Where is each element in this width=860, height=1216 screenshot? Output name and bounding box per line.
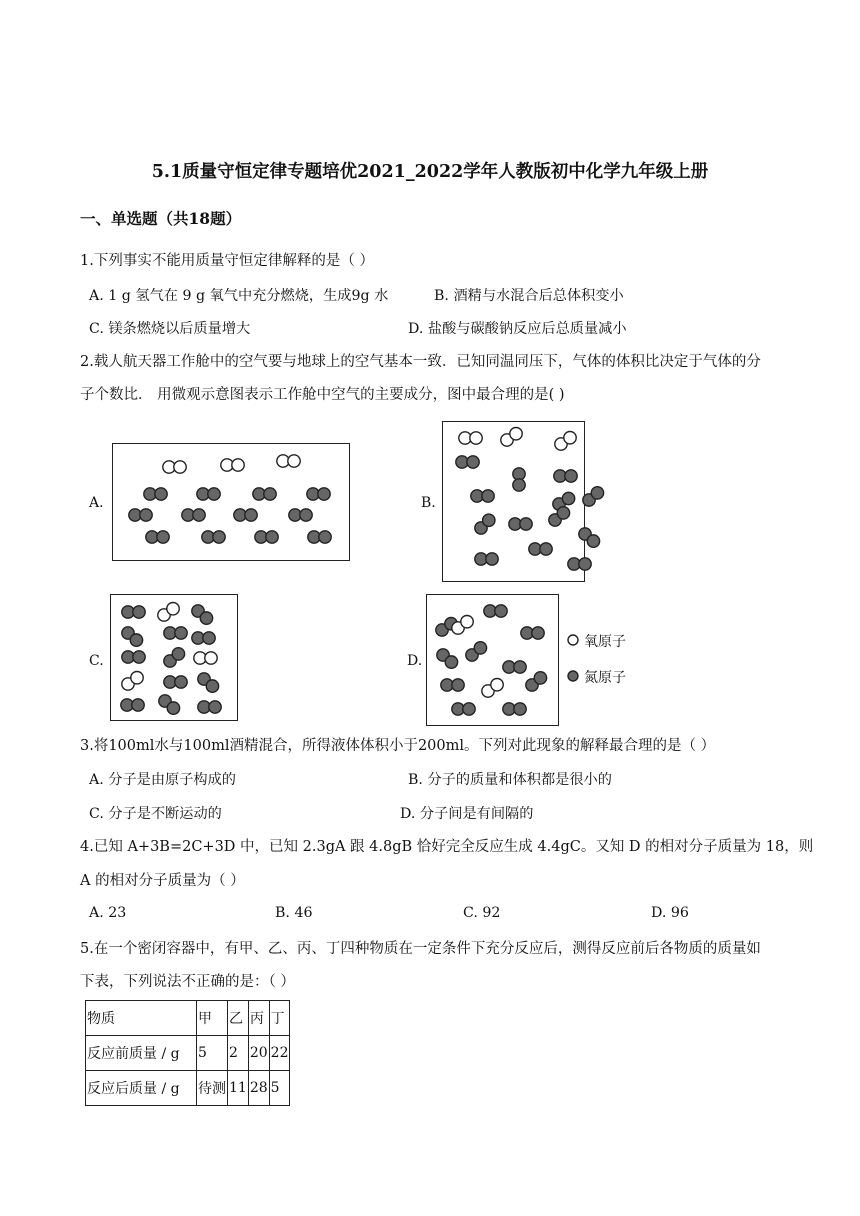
q1-option-b: B. 酒精与水混合后总体积变小 [434, 288, 624, 304]
q3-stem: 3.将100ml水与100ml酒精混合，所得液体体积小于200ml。下列对此现象的解释最合理的是（ ） [80, 738, 716, 754]
oxygen-atom [131, 671, 143, 683]
nitrogen-molecule [526, 672, 547, 691]
nitrogen-atom [155, 488, 167, 500]
nitrogen-molecule [471, 490, 494, 502]
legend-oxygen-label: 氧原子 [584, 634, 626, 650]
nitrogen-atom [264, 488, 276, 500]
nitrogen-atom [579, 558, 591, 570]
nitrogen-atom [565, 470, 577, 482]
q2-diagram-b [442, 421, 585, 582]
nitrogen-atom-legend-icon [566, 669, 582, 685]
nitrogen-molecule [164, 627, 187, 639]
nitrogen-molecule [475, 553, 498, 565]
nitrogen-molecule [146, 531, 169, 543]
nitrogen-atom [557, 507, 569, 519]
nitrogen-atom [532, 627, 544, 639]
nitrogen-molecule [144, 488, 167, 500]
oxygen-molecule [194, 652, 217, 664]
nitrogen-molecule [122, 651, 145, 663]
oxygen-molecule [163, 461, 186, 473]
nitrogen-atom [319, 531, 331, 543]
oxygen-atom [461, 615, 473, 627]
table-header-cell: 物质 [86, 1001, 197, 1036]
nitrogen-molecule [509, 518, 532, 530]
nitrogen-atom [540, 543, 552, 555]
table-cell: 5 [269, 1071, 290, 1106]
nitrogen-atom [534, 672, 546, 684]
nitrogen-molecule [521, 627, 544, 639]
nitrogen-atom [467, 456, 479, 468]
q1-option-d: D. 盐酸与碳酸钠反应后总质量减小 [408, 321, 627, 337]
table-cell: 11 [228, 1071, 249, 1106]
nitrogen-atom [193, 509, 205, 521]
q3-option-a: A. 分子是由原子构成的 [89, 772, 236, 788]
nitrogen-molecule [121, 699, 144, 711]
q2-label-a: A. [89, 495, 104, 511]
oxygen-atom [205, 652, 217, 664]
q3-option-b: B. 分子的质量和体积都是很小的 [408, 772, 612, 788]
q5-stem-line1: 5.在一个密闭容器中，有甲、乙、丙、丁四种物质在一定条件下充分反应后，测得反应前后各物质的质量如 [80, 941, 761, 957]
nitrogen-molecule [182, 509, 205, 521]
table-cell: 20 [248, 1036, 269, 1071]
q5-mass-table [85, 1000, 290, 1106]
oxygen-molecule [501, 427, 522, 446]
table-cell: 5 [197, 1036, 228, 1071]
nitrogen-molecule [484, 605, 507, 617]
q4-option-a: A. 23 [89, 905, 127, 921]
page-title: 5.1质量守恒定律专题培优2021_2022学年人教版初中化学九年级上册 [151, 162, 709, 182]
nitrogen-atom [514, 661, 526, 673]
q1-option-a: A. 1 g 氢气在 9 g 氧气中充分燃烧，生成9g 水 [89, 288, 389, 304]
nitrogen-molecule [122, 606, 145, 618]
nitrogen-atom [175, 676, 187, 688]
oxygen-molecule [459, 432, 482, 444]
table-cell: 待测 [197, 1071, 228, 1106]
nitrogen-atom [213, 531, 225, 543]
oxygen-atom-legend-icon [566, 633, 582, 649]
table-header-cell: 乙 [228, 1001, 249, 1036]
nitrogen-atom [591, 487, 603, 499]
oxygen-atom [167, 602, 179, 614]
nitrogen-atom [445, 656, 457, 668]
oxygen-atom [491, 678, 503, 690]
nitrogen-atom [482, 490, 494, 502]
nitrogen-atom [132, 699, 144, 711]
oxygen-atom [288, 455, 300, 467]
table-cell: 22 [269, 1036, 290, 1071]
nitrogen-molecule [164, 676, 187, 688]
nitrogen-molecule [289, 509, 312, 521]
molecule-diagram-c [111, 595, 237, 720]
section-heading: 一、单选题（共18题） [80, 209, 242, 228]
molecule-diagram-a [113, 444, 349, 560]
nitrogen-atom [452, 679, 464, 691]
q2-label-d: D. [407, 653, 423, 669]
nitrogen-molecule [554, 470, 577, 482]
nitrogen-molecule [549, 507, 570, 526]
nitrogen-molecule [308, 531, 331, 543]
table-cell: 反应前质量 / g [86, 1036, 197, 1071]
nitrogen-molecule [197, 488, 220, 500]
nitrogen-atom [474, 642, 486, 654]
q4-option-c: C. 92 [463, 905, 501, 921]
q4-stem-line1: 4.已知 A+3B=2C+3D 中，已知 2.3gA 跟 4.8gB 恰好完全反应生成 4.4gC。又知 D 的相对分子质量为 18，则 [80, 839, 814, 855]
table-header-cell: 丁 [269, 1001, 290, 1036]
nitrogen-atom [483, 514, 495, 526]
nitrogen-atom [300, 509, 312, 521]
nitrogen-atom [209, 701, 221, 713]
q2-label-c: C. [89, 653, 104, 669]
oxygen-atom [510, 427, 522, 439]
q2-diagram-d [426, 594, 559, 726]
oxygen-molecule [221, 459, 244, 471]
nitrogen-atom [495, 605, 507, 617]
q5-stem-line2: 下表，下列说法不正确的是：（ ） [80, 974, 295, 990]
nitrogen-atom [266, 531, 278, 543]
nitrogen-molecule [255, 531, 278, 543]
nitrogen-atom [562, 492, 574, 504]
nitrogen-atom [140, 509, 152, 521]
oxygen-molecule [482, 678, 503, 697]
q4-option-d: D. 96 [651, 905, 689, 921]
nitrogen-molecule [198, 673, 219, 692]
nitrogen-atom [245, 509, 257, 521]
table-cell: 2 [228, 1036, 249, 1071]
table-cell: 28 [248, 1071, 269, 1106]
table-header-row [86, 1001, 290, 1036]
nitrogen-atom [133, 606, 145, 618]
nitrogen-molecule [568, 558, 591, 570]
nitrogen-atom [157, 531, 169, 543]
nitrogen-atom [514, 703, 526, 715]
nitrogen-atom [208, 488, 220, 500]
q2-diagram-c [110, 594, 238, 721]
nitrogen-molecule [164, 648, 185, 667]
q2-stem-line2: 子个数比． 用微观示意图表示工作舱中空气的主要成分，图中最合理的是( ) [80, 387, 565, 403]
nitrogen-molecule [192, 605, 213, 624]
nitrogen-molecule [122, 627, 143, 646]
table-row [86, 1036, 290, 1071]
nitrogen-molecule [129, 509, 152, 521]
nitrogen-molecule [452, 703, 475, 715]
nitrogen-atom [200, 612, 212, 624]
nitrogen-molecule [192, 632, 215, 644]
nitrogen-molecule [202, 531, 225, 543]
nitrogen-atom [130, 634, 142, 646]
nitrogen-atom [133, 651, 145, 663]
q1-stem: 1.下列事实不能用质量守恒定律解释的是（ ） [80, 253, 374, 269]
nitrogen-molecule [579, 528, 600, 547]
nitrogen-molecule [529, 543, 552, 555]
nitrogen-molecule [441, 679, 464, 691]
nitrogen-atom [318, 488, 330, 500]
q1-option-c: C. 镁条燃烧以后质量增大 [89, 321, 251, 337]
nitrogen-atom [206, 680, 218, 692]
q3-option-d: D. 分子间是有间隔的 [400, 806, 534, 822]
oxygen-molecule [122, 671, 143, 690]
nitrogen-atom [463, 703, 475, 715]
nitrogen-molecule [583, 487, 604, 506]
oxygen-molecule [555, 431, 576, 450]
nitrogen-molecule [253, 488, 276, 500]
nitrogen-molecule [198, 701, 221, 713]
nitrogen-atom [520, 518, 532, 530]
oxygen-atom [470, 432, 482, 444]
nitrogen-atom [486, 553, 498, 565]
nitrogen-molecule [466, 642, 487, 661]
nitrogen-atom [513, 479, 525, 491]
molecule-diagram-d [427, 595, 558, 725]
oxygen-molecule [158, 602, 179, 621]
nitrogen-atom [172, 648, 184, 660]
nitrogen-molecule [307, 488, 330, 500]
nitrogen-molecule [456, 456, 479, 468]
nitrogen-molecule [234, 509, 257, 521]
q4-option-b: B. 46 [275, 905, 313, 921]
q4-stem-line2: A 的相对分子质量为（ ） [80, 873, 245, 889]
nitrogen-molecule [503, 661, 526, 673]
nitrogen-atom [167, 702, 179, 714]
oxygen-atom [232, 459, 244, 471]
q2-diagram-a [112, 443, 350, 561]
nitrogen-molecule [159, 695, 180, 714]
nitrogen-molecule [437, 649, 458, 668]
nitrogen-atom [587, 535, 599, 547]
q3-option-c: C. 分子是不断运动的 [89, 806, 222, 822]
table-row [86, 1071, 290, 1106]
oxygen-atom [174, 461, 186, 473]
table-cell: 反应后质量 / g [86, 1071, 197, 1106]
nitrogen-molecule [513, 468, 525, 491]
table-header-cell: 甲 [197, 1001, 228, 1036]
molecule-diagram-b [443, 422, 584, 581]
q2-label-b: B. [421, 495, 436, 511]
q2-legend [566, 631, 646, 691]
nitrogen-atom [203, 632, 215, 644]
nitrogen-molecule [475, 514, 495, 534]
legend-nitrogen-label: 氮原子 [584, 670, 626, 686]
q2-stem-line1: 2.载人航天器工作舱中的空气要与地球上的空气基本一致．已知同温同压下，气体的体积比决定于气体的分 [80, 354, 761, 370]
table-header-cell: 丙 [248, 1001, 269, 1036]
oxygen-molecule [277, 455, 300, 467]
oxygen-atom [564, 431, 576, 443]
nitrogen-atom [175, 627, 187, 639]
nitrogen-molecule [503, 703, 526, 715]
